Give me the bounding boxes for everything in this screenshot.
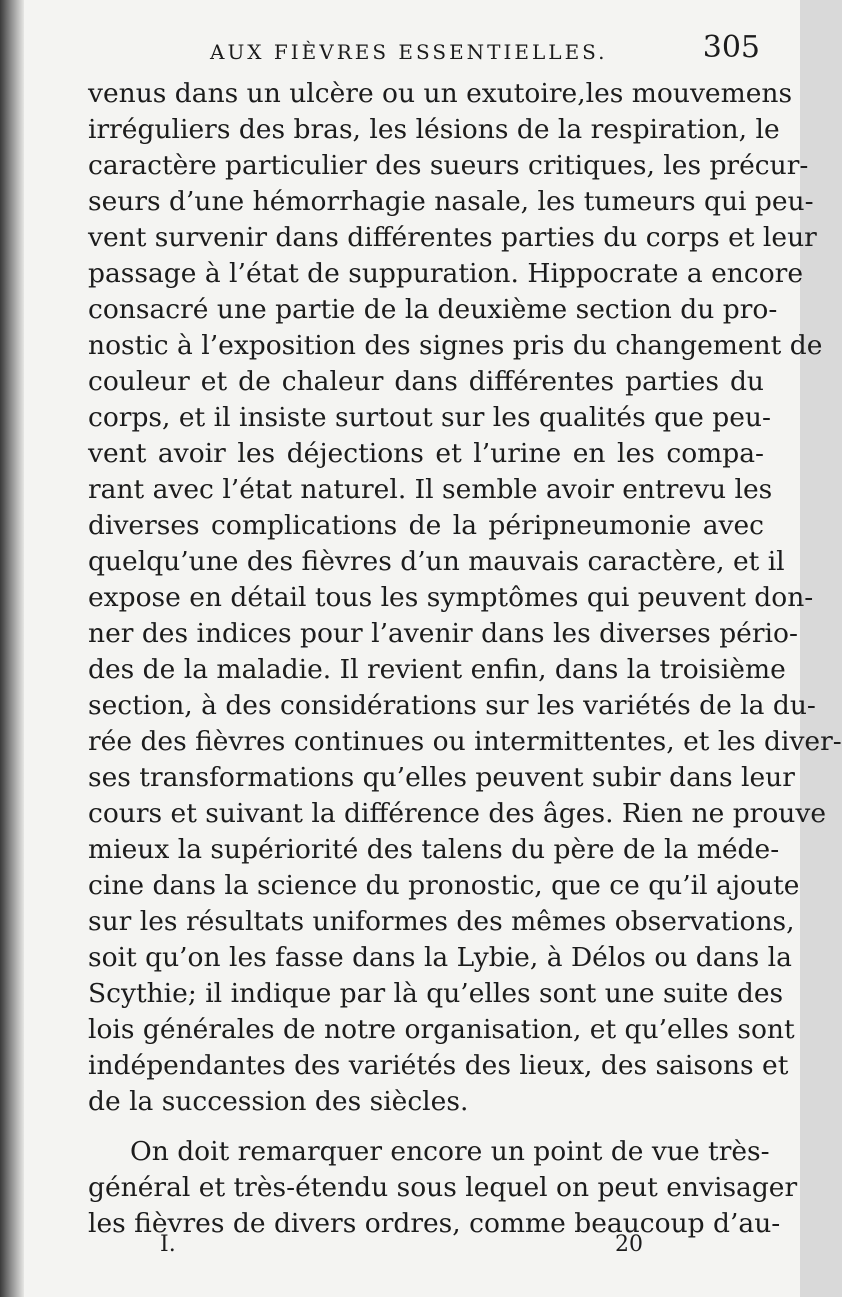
text-line: caractère particulier des sueurs critiques, les précur-: [88, 150, 809, 181]
text-line: de la succession des siècles.: [88, 1086, 469, 1117]
text-line: ner des indices pour l’avenir dans les diverses pério-: [88, 618, 798, 649]
text-line: lois générales de notre organisation, et qu’elles sont: [88, 1014, 795, 1045]
paragraph: [88, 1134, 798, 1242]
page-header: [210, 30, 760, 70]
text-line: vent avoir les déjections et l’urine en les compa-: [88, 438, 764, 469]
text-line: venus dans un ulcère ou un exutoire,les mouvemens: [88, 78, 793, 109]
signature-number: 20: [615, 1232, 643, 1257]
text-line: cine dans la science du pronostic, que ce qu’il ajoute: [88, 870, 800, 901]
text-line: ses transformations qu’elles peuvent subir dans leur: [88, 762, 795, 793]
text-line: sur les résultats uniformes des mêmes observations,: [88, 906, 795, 937]
text-line: mieux la supériorité des talens du père de la méde-: [88, 834, 780, 865]
text-line: corps, et il insiste surtout sur les qualités que peu-: [88, 402, 771, 433]
text-line: consacré une partie de la deuxième section du pro-: [88, 294, 778, 325]
text-line: diverses complications de la péripneumonie avec: [88, 510, 764, 541]
text-line: cours et suivant la différence des âges. Rien ne prouve: [88, 798, 827, 829]
text-line: seurs d’une hémorrhagie nasale, les tumeurs qui peu-: [88, 186, 814, 217]
running-title: AUX FIÈVRES ESSENTIELLES.: [210, 40, 608, 64]
page-number: 305: [702, 30, 760, 65]
text-line: passage à l’état de suppuration. Hippocrate a encore: [88, 258, 803, 289]
text-line: général et très-étendu sous lequel on peut envisager: [88, 1172, 798, 1203]
signature-mark: I.: [160, 1232, 176, 1257]
text-line: On doit remarquer encore un point de vue très-: [130, 1136, 770, 1167]
text-line: rant avec l’état naturel. Il semble avoir entrevu les: [88, 474, 773, 505]
body-text: [88, 76, 842, 1242]
text-line: indépendantes des variétés des lieux, des saisons et: [88, 1050, 789, 1081]
text-line: soit qu’on les fasse dans la Lybie, à Délos ou dans la: [88, 942, 792, 973]
paragraph-gap: [88, 1120, 764, 1134]
text-line: Scythie; il indique par là qu’elles sont une suite des: [88, 978, 784, 1009]
text-line: couleur et de chaleur dans différentes parties du: [88, 366, 764, 397]
text-line: expose en détail tous les symptômes qui peuvent don-: [88, 582, 814, 613]
text-line: vent survenir dans différentes parties du corps et leur: [88, 222, 817, 253]
binding-gutter: [0, 0, 24, 1297]
text-line: section, à des considérations sur les variétés de la du-: [88, 690, 816, 721]
page-footer: [160, 1232, 660, 1262]
text-line: quelqu’une des fièvres d’un mauvais caractère, et il: [88, 546, 785, 577]
text-line: des de la maladie. Il revient enfin, dans la troisième: [88, 654, 786, 685]
text-line: les fièvres de divers ordres, comme beaucoup d’au-: [88, 1208, 781, 1239]
text-line: nostic à l’exposition des signes pris du changement de: [88, 330, 823, 361]
paragraph: [88, 76, 842, 1120]
text-line: rée des fièvres continues ou intermittentes, et les diver-: [88, 726, 842, 757]
text-line: irréguliers des bras, les lésions de la respiration, le: [88, 114, 780, 145]
